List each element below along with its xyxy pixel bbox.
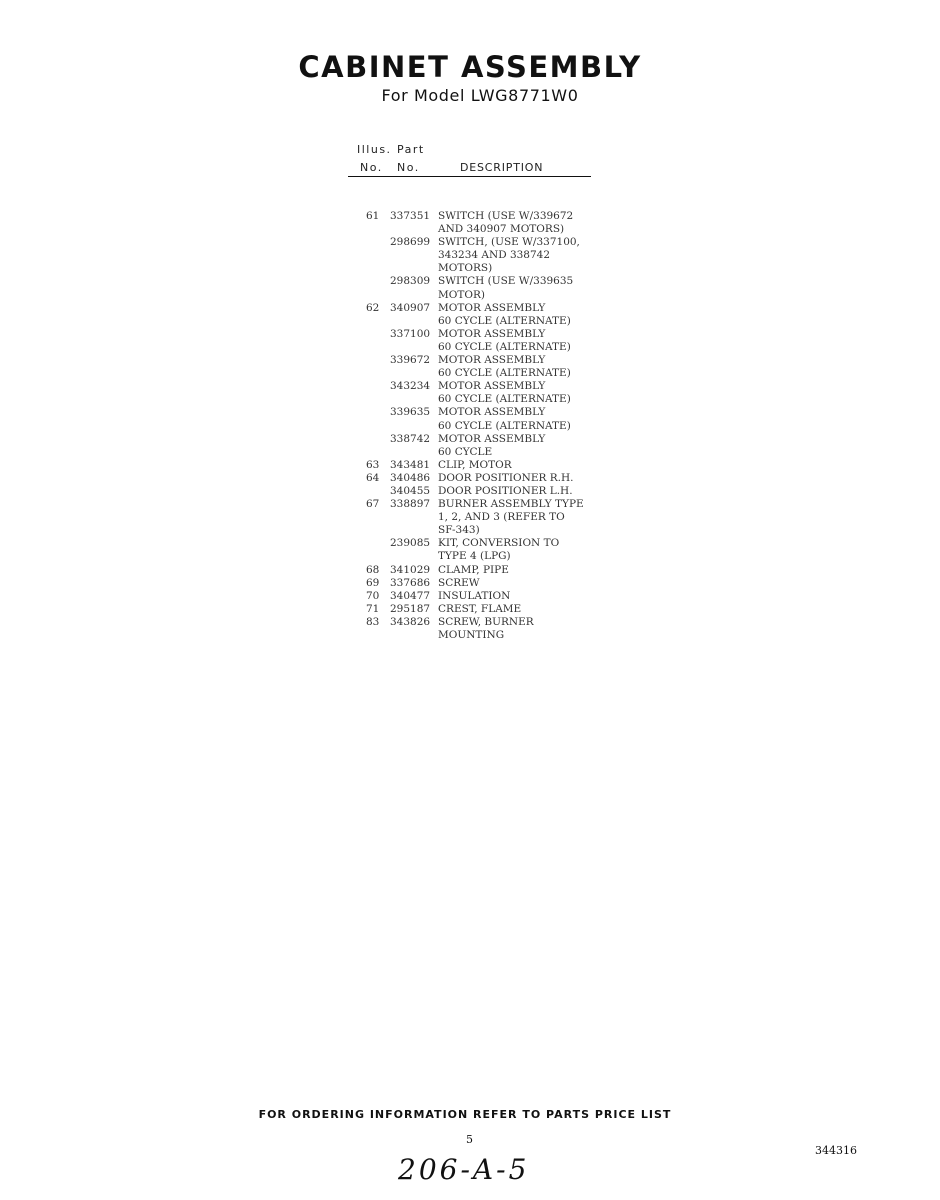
table-row [0,236,940,249]
table-row [0,511,940,524]
description-cell: CLIP, MOTOR [438,458,512,471]
table-row [0,210,940,223]
description-cell: KIT, CONVERSION TO [438,537,560,550]
part-no-cell: 337100 [390,327,431,340]
description-cell: SWITCH (USE W/339635 [438,275,574,288]
description-cell: MOTOR ASSEMBLY [438,380,546,393]
part-no-cell: 340907 [390,301,431,314]
illus-no-cell: 71 [366,602,380,615]
description-cell: SWITCH (USE W/339672 [438,210,574,222]
description-cell: 60 CYCLE [438,445,493,458]
table-row [0,577,940,590]
header-illus: Illus. [357,143,392,156]
table-row [0,603,940,616]
illus-no-cell: 70 [366,589,380,602]
table-row [0,446,940,459]
illus-no-cell: 63 [366,458,380,471]
description-cell: TYPE 4 (LPG) [438,550,511,563]
table-row [0,537,940,550]
table-row [0,472,940,485]
part-no-cell: 340477 [390,589,431,602]
table-row [0,367,940,380]
part-no-cell: 298309 [390,275,431,288]
table-row [0,498,940,511]
table-row [0,275,940,288]
description-cell: INSULATION [438,589,511,602]
description-cell: MOTOR ASSEMBLY [438,327,546,340]
table-row [0,341,940,354]
table-row [0,315,940,328]
description-cell: BURNER ASSEMBLY TYPE [438,498,584,511]
description-cell: CLAMP, PIPE [438,563,509,576]
description-cell: MOTOR ASSEMBLY [438,406,546,419]
illus-no-cell: 64 [366,471,380,484]
description-cell: SWITCH, (USE W/337100, [438,236,580,249]
table-row [0,629,940,642]
description-cell: MOTORS) [438,262,493,275]
model-subtitle: For Model LWG8771W0 [381,86,579,105]
table-row [0,485,940,498]
handwritten-note: 206-A-5 [398,1153,530,1186]
table-row [0,420,940,433]
part-no-cell: 343234 [390,380,431,393]
parts-list [0,210,940,642]
table-row [0,380,940,393]
illus-no-cell: 61 [366,210,380,222]
illus-no-cell: 68 [366,563,380,576]
description-cell: AND 340907 MOTORS) [438,223,565,236]
part-no-cell: 339672 [390,354,431,367]
description-cell: 1, 2, AND 3 (REFER TO [438,511,565,524]
part-no-cell: 343481 [390,458,431,471]
illus-no-cell: 67 [366,498,380,511]
table-row [0,393,940,406]
illus-no-cell: 62 [366,301,380,314]
description-cell: 60 CYCLE (ALTERNATE) [438,419,571,432]
table-row [0,459,940,472]
header-part: Part [397,143,425,156]
part-no-cell: 337351 [390,210,431,222]
description-cell: 60 CYCLE (ALTERNATE) [438,340,571,353]
table-row [0,406,940,419]
part-no-cell: 341029 [390,563,431,576]
document-number: 344316 [815,1144,857,1157]
part-no-cell: 239085 [390,537,431,550]
description-cell: DOOR POSITIONER R.H. [438,471,574,484]
part-no-cell: 295187 [390,602,431,615]
table-row [0,616,940,629]
part-no-cell: 338742 [390,432,431,445]
description-cell: MOUNTING [438,629,505,641]
illus-no-cell: 83 [366,615,380,628]
description-cell: CREST, FLAME [438,602,522,615]
table-row [0,262,940,275]
description-cell: SCREW, BURNER [438,615,534,628]
table-row [0,550,940,563]
table-row [0,564,940,577]
description-cell: MOTOR ASSEMBLY [438,354,546,367]
description-cell: 60 CYCLE (ALTERNATE) [438,367,571,380]
description-cell: MOTOR) [438,288,485,301]
header-illus-no: No. [360,161,383,174]
description-cell: SF-343) [438,524,480,537]
table-row [0,328,940,341]
header-part-no: No. [397,161,420,174]
part-no-cell: 343826 [390,615,431,628]
part-no-cell: 337686 [390,576,431,589]
table-row [0,433,940,446]
part-no-cell: 340455 [390,484,431,497]
table-row [0,249,940,262]
table-row [0,524,940,537]
page-number: 5 [466,1133,473,1146]
header-rule [348,176,591,177]
header-description: DESCRIPTION [460,161,544,174]
part-no-cell: 338897 [390,498,431,511]
ordering-footer: FOR ORDERING INFORMATION REFER TO PARTS PRICE LIST [258,1108,672,1121]
description-cell: 60 CYCLE (ALTERNATE) [438,314,571,327]
part-no-cell: 298699 [390,236,431,249]
description-cell: MOTOR ASSEMBLY [438,432,546,445]
description-cell: 343234 AND 338742 [438,249,551,262]
description-cell: SCREW [438,576,480,589]
table-row [0,223,940,236]
table-row [0,354,940,367]
description-cell: DOOR POSITIONER L.H. [438,484,573,497]
illus-no-cell: 69 [366,576,380,589]
page-title: CABINET ASSEMBLY [298,50,642,84]
table-row [0,289,940,302]
part-no-cell: 339635 [390,406,431,419]
table-row [0,302,940,315]
part-no-cell: 340486 [390,471,431,484]
description-cell: 60 CYCLE (ALTERNATE) [438,393,571,406]
description-cell: MOTOR ASSEMBLY [438,301,546,314]
table-row [0,590,940,603]
